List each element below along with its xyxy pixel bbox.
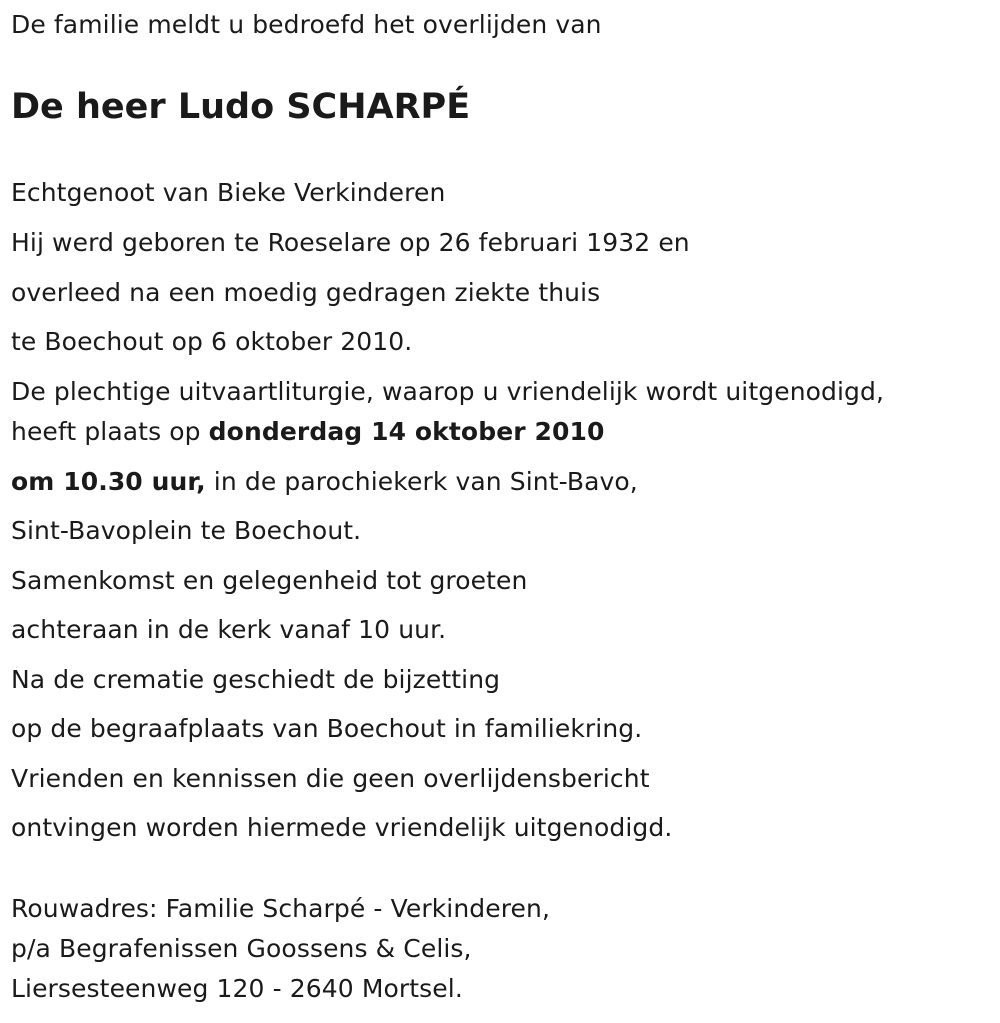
cremation-line-2: op de begraafplaats van Boechout in familiekring. — [11, 714, 643, 743]
liturgy-time: om 10.30 uur, — [11, 467, 206, 496]
liturgy-date: donderdag 14 oktober 2010 — [208, 417, 605, 446]
greeting-line-1: Samenkomst en gelegenheid tot groeten — [11, 566, 528, 595]
liturgy-line-1: De plechtige uitvaartliturgie, waarop u vriendelijk wordt uitgenodigd, — [11, 377, 885, 406]
intro-text: De familie meldt u bedroefd het overlijden van — [11, 10, 602, 39]
address-line-1: Rouwadres: Familie Scharpé - Verkinderen, — [11, 894, 551, 923]
cremation-line-1: Na de crematie geschiedt de bijzetting — [11, 665, 501, 694]
death-line-2: te Boechout op 6 oktober 2010. — [11, 327, 413, 356]
death-line-1: overleed na een moedig gedragen ziekte thuis — [11, 278, 601, 307]
greeting-line-2: achteraan in de kerk vanaf 10 uur. — [11, 615, 447, 644]
liturgy-line-3 — [11, 467, 638, 497]
birth-line: Hij werd geboren te Roeselare op 26 februari 1932 en — [11, 228, 690, 257]
invite-line-1: Vrienden en kennissen die geen overlijdensbericht — [11, 764, 650, 793]
liturgy-prefix: heeft plaats op — [11, 417, 209, 446]
liturgy-line-4: Sint-Bavoplein te Boechout. — [11, 516, 362, 545]
address-line-3: Liersesteenweg 120 - 2640 Mortsel. — [11, 974, 463, 1003]
liturgy-location: in de parochiekerk van Sint-Bavo, — [205, 467, 638, 496]
deceased-name-title: De heer Ludo SCHARPÉ — [11, 87, 471, 127]
address-line-2: p/a Begrafenissen Goossens & Celis, — [11, 934, 472, 963]
liturgy-line-2 — [11, 417, 604, 447]
spouse-line: Echtgenoot van Bieke Verkinderen — [11, 178, 446, 207]
invite-line-2: ontvingen worden hiermede vriendelijk uitgenodigd. — [11, 813, 673, 842]
